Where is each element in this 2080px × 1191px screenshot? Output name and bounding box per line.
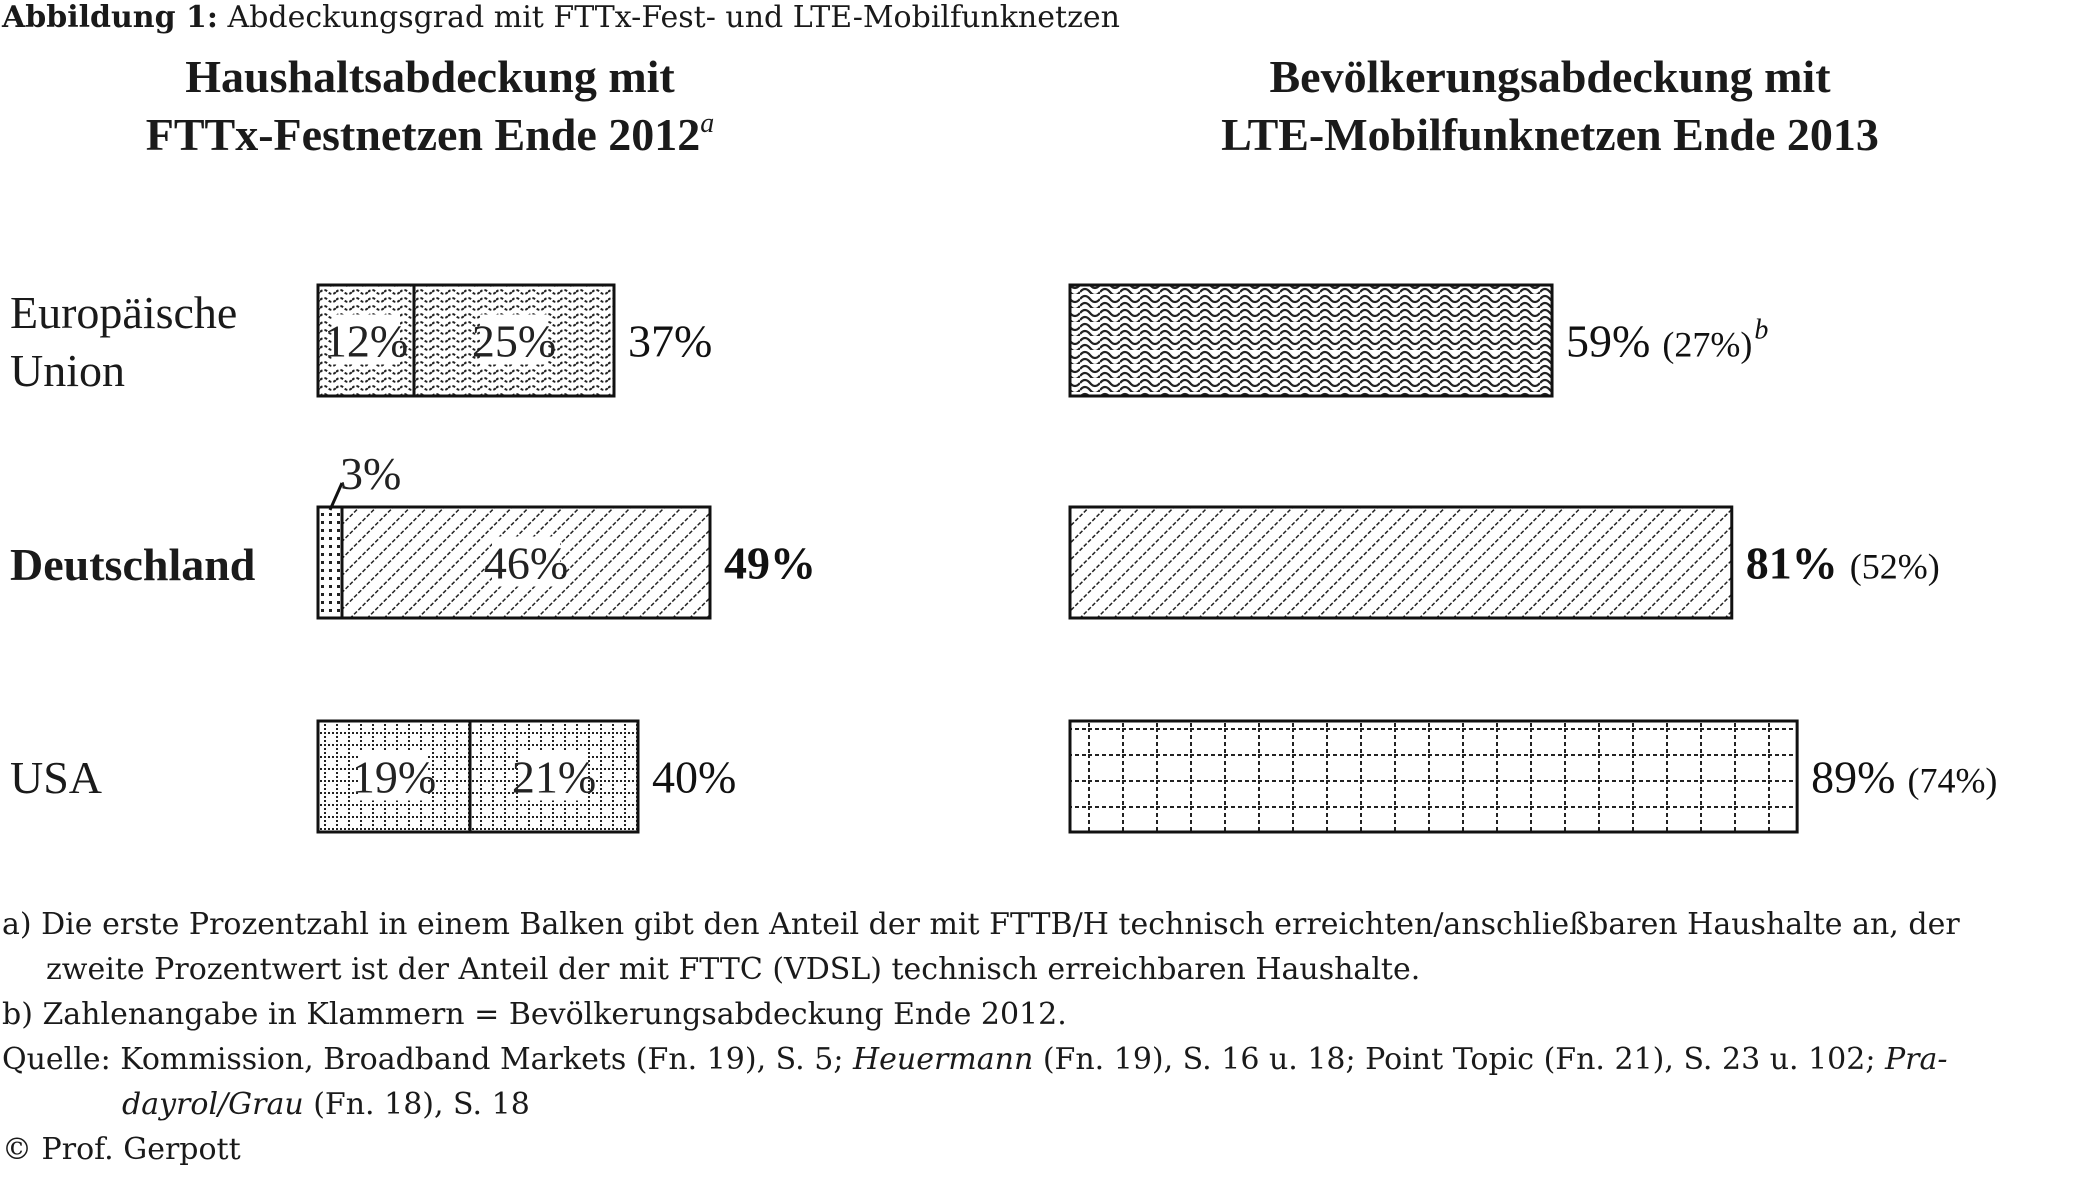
footnote-a-line1: a) Die erste Prozentzahl in einem Balken gibt den Anteil der mit FTTB/H technisch erreichten/anschließbaren Haushalte an, der (2, 907, 1960, 942)
footnote-b: b) Zahlenangabe in Klammern = Bevölkerungsabdeckung Ende 2012. (2, 997, 1067, 1032)
lte-bar (1070, 285, 1552, 396)
lte-note-marker: b (1754, 314, 1769, 346)
source-author-pradayrol-part1: Pra- (1885, 1042, 1948, 1077)
copyright: © Prof. Gerpott (2, 1132, 241, 1167)
lte-value: 81% (1745, 537, 1838, 589)
source-author-heuermann: Heuermann (852, 1042, 1034, 1077)
left-title-note: a (700, 108, 715, 139)
source-author-pradayrol-part2: dayrol/Grau (122, 1087, 304, 1122)
left-title-line1: Haushaltsabdeckung mit (185, 51, 675, 102)
footnote-a-line2: zweite Prozentwert ist der Anteil der mit FTTC (VDSL) technisch erreichbaren Haushalte. (46, 952, 1421, 987)
lte-value: 89% (1811, 751, 1896, 803)
right-chart (1070, 285, 1997, 832)
lte-previous-value: (74%) (1907, 760, 1998, 801)
country-label-de: Deutschland (10, 539, 256, 590)
segment-label: 25% (471, 315, 557, 367)
figure-caption-text: Abdeckungsgrad mit FTTx-Fest- und LTE-Mobilfunknetzen (227, 0, 1120, 35)
segment-label: 46% (483, 537, 569, 589)
segment-label: 19% (351, 751, 437, 803)
lte-value-label (1566, 315, 1768, 367)
total-label: 49% (724, 537, 816, 589)
lte-previous-value: (52%) (1849, 546, 1940, 587)
bar-segment (318, 507, 342, 618)
figure-label: Abbildung 1: (2, 0, 218, 35)
left-title-line2-text: FTTx-Festnetzen Ende 2012 (145, 109, 701, 160)
lte-value-label (1746, 538, 1940, 589)
country-label-us: USA (10, 752, 103, 803)
lte-value-label (1811, 752, 1997, 803)
right-title-line1: Bevölkerungsabdeckung mit (1269, 51, 1831, 102)
footnotes (2, 902, 1960, 1172)
country-eu-line2: Union (10, 345, 125, 396)
lte-bar (1070, 507, 1732, 618)
source-line1 (2, 1037, 1960, 1082)
segment-label: 12% (323, 315, 409, 367)
source-part1: Quelle: Kommission, Broadband Markets (Fn. 19), S. 5; (2, 1042, 853, 1077)
source-part3: (Fn. 18), S. 18 (303, 1087, 530, 1122)
left-chart (318, 285, 816, 832)
source-line2 (2, 1082, 1960, 1127)
right-title-line2: LTE-Mobilfunknetzen Ende 2013 (1221, 109, 1879, 160)
total-label: 40% (652, 751, 737, 803)
source-part2: (Fn. 19), S. 16 u. 18; Point Topic (Fn. 21), S. 23 u. 102; (1033, 1042, 1885, 1077)
segment-label: 3% (340, 448, 402, 499)
total-label: 37% (628, 315, 713, 367)
segment-label: 21% (511, 751, 597, 803)
lte-previous-value: (27%) (1662, 324, 1753, 365)
lte-bar (1070, 721, 1797, 832)
lte-value: 59% (1566, 315, 1651, 367)
country-eu-line1: Europäische (10, 287, 238, 338)
